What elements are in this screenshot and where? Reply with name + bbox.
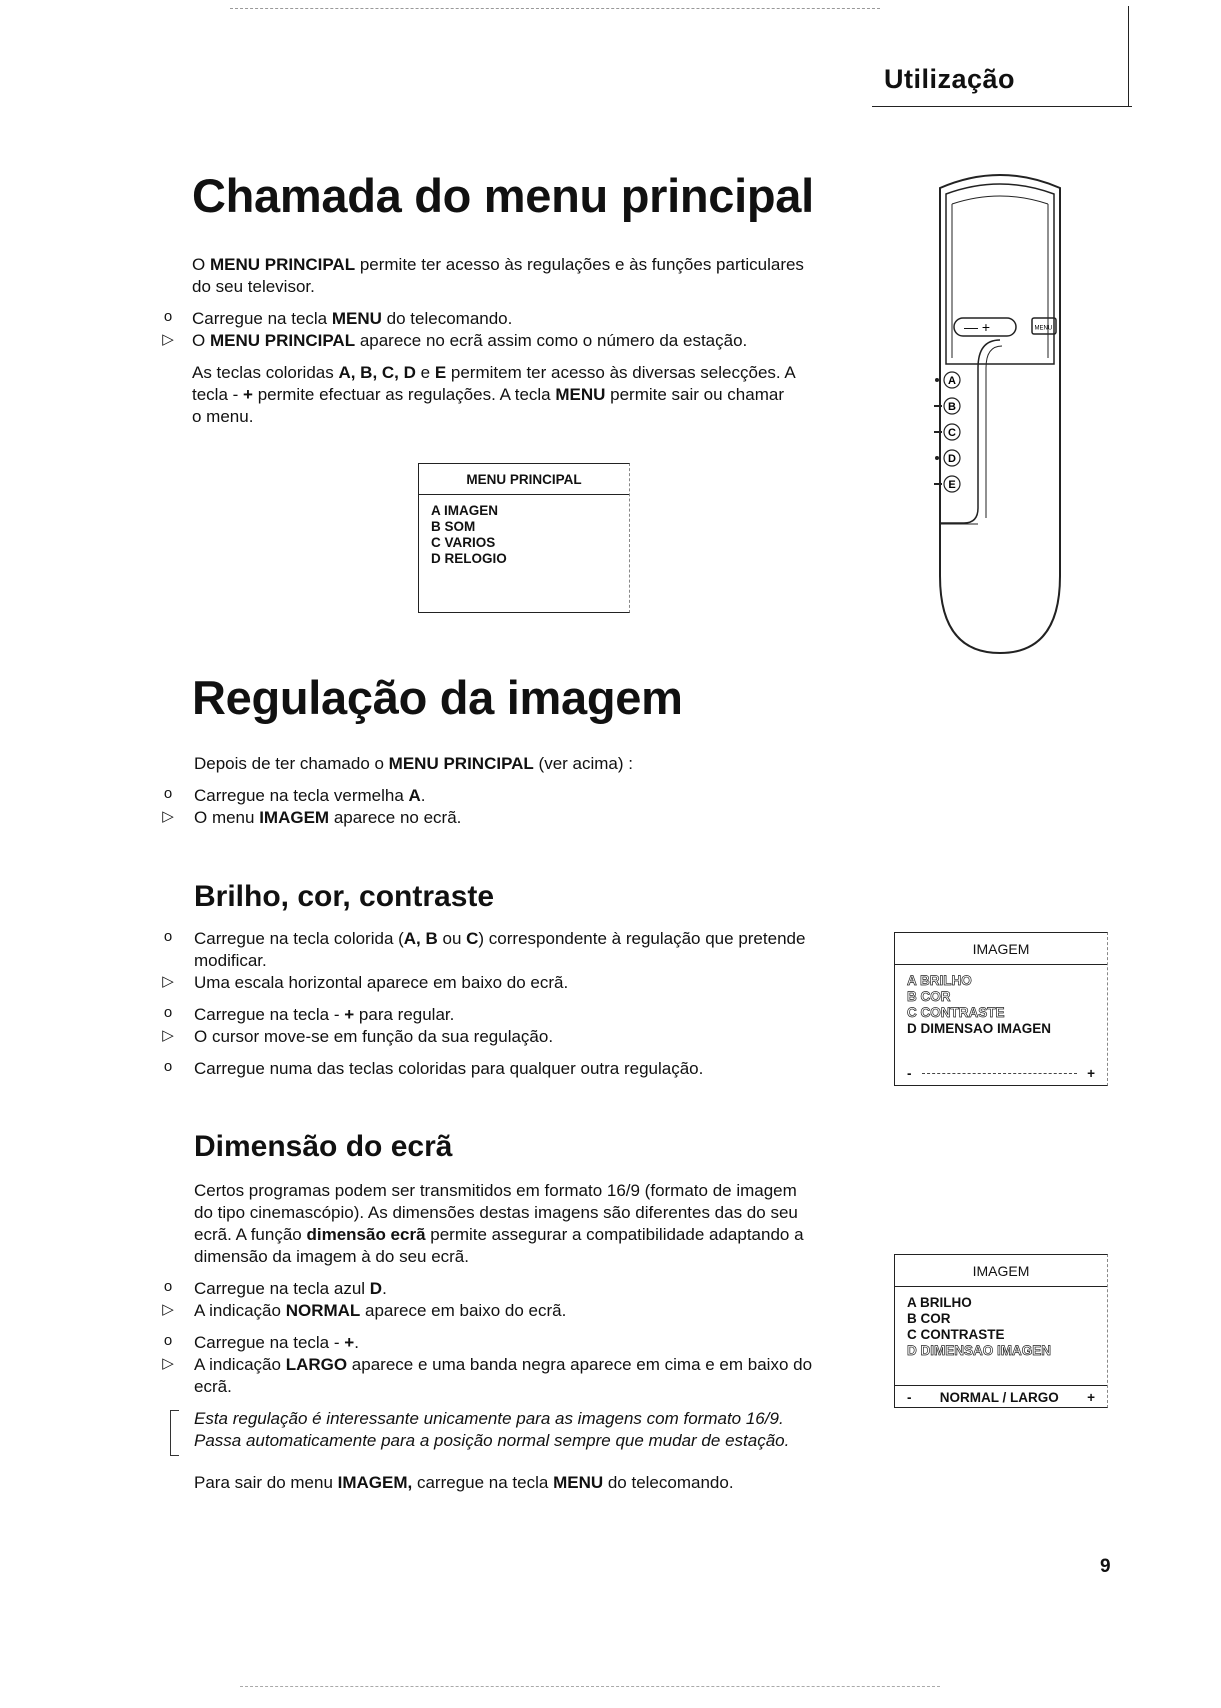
note-line1: Esta regulação é interessante unicamente para as imagens com formato 16/9. <box>194 1409 784 1428</box>
main-menu-item: D RELOGIO <box>431 551 507 566</box>
main-menu-screen <box>418 463 630 613</box>
screen-para-line4: dimensão da imagem à do seu ecrã. <box>194 1247 469 1266</box>
result-marker: ▷ <box>162 973 174 990</box>
remote-key-d: D <box>948 453 956 465</box>
page-number: 9 <box>1100 1556 1111 1577</box>
slider-scale <box>922 1073 1078 1074</box>
screen-step2: Carregue na tecla - +. <box>194 1333 359 1352</box>
result-marker: ▷ <box>162 1355 174 1372</box>
image-menu-1-item: C CONTRASTE <box>907 1005 1005 1020</box>
image-menu-1-items <box>895 965 1107 1045</box>
remote-minus-plus-label: — + <box>964 319 991 335</box>
image-menu-1-item: D DIMENSAO IMAGEN <box>907 1021 1052 1036</box>
brightness-step1-line2: modificar. <box>194 951 267 970</box>
image-menu-2-title: IMAGEM <box>895 1255 1107 1287</box>
scan-artifact-top <box>230 8 880 9</box>
screen-para-line1: Certos programas podem ser transmitidos em formato 16/9 (formato de imagem <box>194 1181 797 1200</box>
image-menu-1-item: A BRILHO <box>907 973 972 988</box>
image-menu-screen-2 <box>894 1254 1108 1408</box>
colored-keys-line3: o menu. <box>192 407 254 426</box>
main-menu-item: C VARIOS <box>431 535 496 550</box>
image-menu-1-item: B COR <box>907 989 951 1004</box>
image-menu-1-slider <box>895 1066 1107 1081</box>
result-marker: ▷ <box>162 1301 174 1318</box>
image-menu-2-footer <box>895 1385 1107 1405</box>
main-menu-intro-line1: O MENU PRINCIPAL permite ter acesso às regulações e às funções particulares <box>192 255 804 274</box>
step-marker: o <box>163 1058 173 1075</box>
heading-image-adjust: Regulação da imagem <box>192 671 683 724</box>
slider-plus: + <box>1087 1066 1095 1081</box>
image-menu-2-item: D DIMENSAO IMAGEN <box>907 1343 1052 1358</box>
remote-key-e: E <box>948 479 956 491</box>
image-menu-2-item: A BRILHO <box>907 1295 972 1310</box>
main-menu-intro-line2: do seu televisor. <box>192 277 315 296</box>
section-tag-rule <box>872 106 1132 107</box>
main-menu-screen-items <box>419 495 629 575</box>
remote-control-illustration <box>930 168 1070 658</box>
result-marker: ▷ <box>162 331 174 348</box>
slider-minus: - <box>907 1066 912 1081</box>
remote-key-b: B <box>948 401 956 413</box>
main-menu-step1: Carregue na tecla MENU do telecomando. <box>192 309 513 328</box>
screen-para-line3: ecrã. A função dimensão ecrã permite assegurar a compatibilidade adaptando a <box>194 1225 804 1244</box>
remote-menu-key-label: MENU <box>1034 325 1053 332</box>
step-marker: o <box>163 308 173 325</box>
screen-result2-line2: ecrã. <box>194 1377 232 1396</box>
step-marker: o <box>163 1332 173 1349</box>
colored-keys-line2: tecla - + permite efectuar as regulações. A tecla MENU permite sair ou chamar <box>192 385 784 404</box>
footer-minus: - <box>907 1390 912 1405</box>
footer-normal-largo: NORMAL / LARGO <box>939 1390 1059 1405</box>
screen-para-line2: do tipo cinemascópio). As dimensões destas imagens são diferentes das do seu <box>194 1203 798 1222</box>
image-intro: Depois de ter chamado o MENU PRINCIPAL (ver acima) : <box>194 754 633 773</box>
step-marker: o <box>163 1278 173 1295</box>
brightness-result2: O cursor move-se em função da sua regulação. <box>194 1027 554 1046</box>
main-menu-item: A IMAGEN <box>431 503 498 518</box>
main-menu-item: B SOM <box>431 519 476 534</box>
step-marker: o <box>163 785 173 802</box>
brightness-step3: Carregue numa das teclas coloridas para qualquer outra regulação. <box>194 1059 704 1078</box>
scan-artifact-bottom <box>240 1686 940 1687</box>
note-bracket <box>170 1410 179 1456</box>
heading-screen-size: Dimensão do ecrã <box>194 1130 453 1163</box>
exit-instruction: Para sair do menu IMAGEM, carregue na tecla MENU do telecomando. <box>194 1473 734 1492</box>
screen-step1: Carregue na tecla azul D. <box>194 1279 387 1298</box>
main-menu-result1: O MENU PRINCIPAL aparece no ecrã assim como o número da estação. <box>192 331 748 350</box>
note-line2: Passa automaticamente para a posição normal sempre que mudar de estação. <box>194 1431 790 1450</box>
footer-plus: + <box>1087 1390 1095 1405</box>
image-result1: O menu IMAGEM aparece no ecrã. <box>194 808 462 827</box>
remote-key-c: C <box>948 427 956 439</box>
image-menu-2-item: B COR <box>907 1311 951 1326</box>
brightness-result1: Uma escala horizontal aparece em baixo do ecrã. <box>194 973 569 992</box>
step-marker: o <box>163 928 173 945</box>
brightness-step2: Carregue na tecla - + para regular. <box>194 1005 455 1024</box>
brightness-step1: Carregue na tecla colorida (A, B ou C) correspondente à regulação que pretende <box>194 929 806 948</box>
screen-result1: A indicação NORMAL aparece em baixo do ecrã. <box>194 1301 567 1320</box>
section-tag: Utilização <box>884 64 1016 94</box>
remote-key-a: A <box>948 375 956 387</box>
screen-result2: A indicação LARGO aparece e uma banda negra aparece em cima e em baixo do <box>194 1355 813 1374</box>
image-menu-1-title: IMAGEM <box>895 933 1107 965</box>
image-menu-screen-1 <box>894 932 1108 1086</box>
heading-brightness: Brilho, cor, contraste <box>194 880 495 913</box>
step-marker: o <box>163 1004 173 1021</box>
main-menu-screen-title: MENU PRINCIPAL <box>419 464 629 495</box>
result-marker: ▷ <box>162 808 174 825</box>
image-menu-2-item: C CONTRASTE <box>907 1327 1005 1342</box>
corner-rule <box>1128 6 1129 107</box>
colored-keys-line1: As teclas coloridas A, B, C, D e E permitem ter acesso às diversas selecções. A <box>192 363 796 382</box>
image-menu-2-items <box>895 1287 1107 1367</box>
result-marker: ▷ <box>162 1027 174 1044</box>
heading-main-menu: Chamada do menu principal <box>192 169 814 222</box>
image-step1: Carregue na tecla vermelha A. <box>194 786 426 805</box>
